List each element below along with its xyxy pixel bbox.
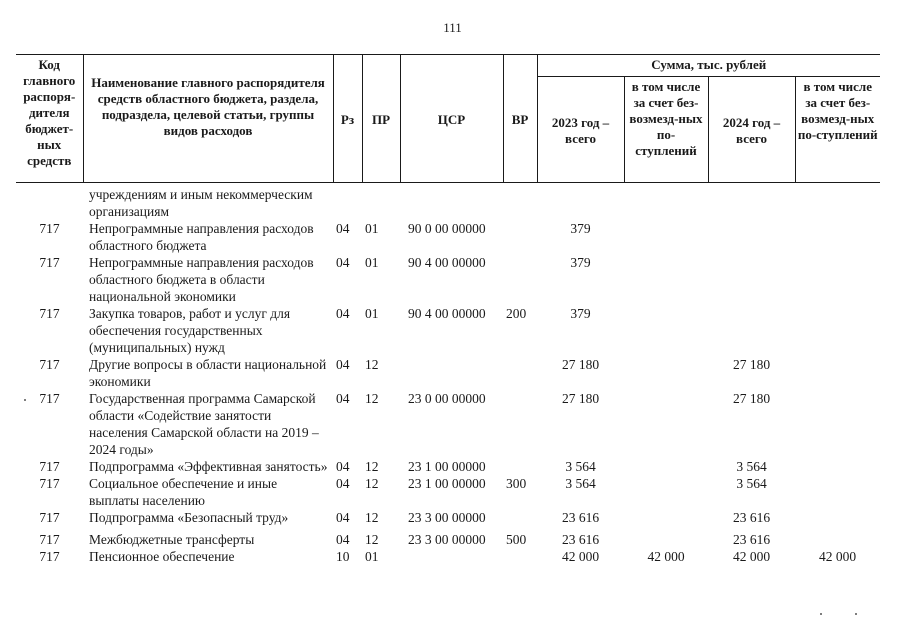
cell-code: 717 (39, 549, 60, 564)
cell-2023-free (624, 305, 708, 356)
cell-2024-free (795, 458, 880, 475)
cell-rz: 04 (336, 476, 350, 491)
cell-name: Подпрограмма «Безопасный труд» (89, 510, 289, 525)
cell-2024-free (795, 475, 880, 509)
cell-vr (503, 186, 537, 220)
cell-name: Межбюджетные трансферты (89, 532, 255, 547)
cell-code: 717 (39, 459, 60, 474)
cell-vr: 300 (506, 476, 527, 491)
cell-2024-total (708, 305, 795, 356)
cell-2023-total: 3 564 (565, 476, 596, 491)
cell-code: 717 (39, 255, 60, 270)
cell-2024-total (708, 220, 795, 254)
cell-2023-total: 23 616 (561, 532, 600, 547)
cell-rz: 10 (336, 549, 350, 564)
cell-2024-total: 42 000 (732, 549, 771, 564)
cell-vr: 200 (506, 306, 527, 321)
page-number: 111 (443, 20, 462, 35)
scan-speck (855, 613, 857, 615)
cell-name: Закупка товаров, работ и услуг для обеспечения государственных (муниципальных) нужд (89, 306, 291, 355)
cell-2024-free (795, 305, 880, 356)
header-vr: ВР (503, 55, 537, 183)
cell-pr: 12 (365, 357, 379, 372)
table-header (16, 54, 880, 183)
cell-2024-total: 3 564 (736, 459, 767, 474)
cell-pr: 12 (365, 391, 379, 406)
cell-pr: 12 (365, 510, 379, 525)
cell-2023-free (624, 220, 708, 254)
cell-2024-free (795, 509, 880, 526)
table-row (16, 475, 880, 509)
cell-2024-free (795, 254, 880, 305)
cell-2024-free (795, 390, 880, 458)
cell-2024-total: 3 564 (736, 476, 767, 491)
cell-2023-total: 27 180 (561, 391, 600, 406)
header-csr: ЦСР (400, 55, 503, 183)
cell-pr: 01 (365, 221, 379, 236)
cell-code (16, 186, 83, 220)
cell-2023-free (624, 390, 708, 458)
table-body (16, 186, 880, 565)
cell-code: 717 (39, 357, 60, 372)
cell-name: Государственная программа Самарской области «Содействие занятости населения Самарской области на 2019 – 2024 годы» (89, 391, 319, 457)
cell-vr (503, 509, 537, 526)
cell-pr: 01 (365, 549, 379, 564)
cell-2024-total: 23 616 (732, 510, 771, 525)
cell-2024-total: 27 180 (732, 391, 771, 406)
cell-pr (362, 186, 400, 220)
header-rz: Рз (333, 55, 362, 183)
cell-rz (333, 186, 362, 220)
header-code: Код главного распоря-дителя бюджет-ных средств (16, 55, 83, 183)
cell-2024-total: 27 180 (732, 357, 771, 372)
cell-rz: 04 (336, 510, 350, 525)
cell-vr (503, 220, 537, 254)
cell-csr: 23 3 00 00000 (408, 510, 486, 525)
cell-csr: 90 4 00 00000 (408, 255, 486, 270)
table-row (16, 548, 880, 565)
header-2023-total: 2023 год – всего (537, 77, 624, 183)
cell-rz: 04 (336, 459, 350, 474)
cell-2023-total (537, 186, 624, 220)
table-row (16, 186, 880, 220)
cell-rz: 04 (336, 357, 350, 372)
cell-2023-free (624, 526, 708, 548)
cell-csr (400, 186, 503, 220)
cell-pr: 12 (365, 459, 379, 474)
header-name: Наименование главного распорядителя средств областного бюджета, раздела, подраздела, целевой статьи, группы видов расходов (83, 55, 333, 183)
cell-vr (503, 254, 537, 305)
cell-2023-free (624, 186, 708, 220)
cell-2023-total: 379 (570, 306, 591, 321)
cell-code: 717 (39, 306, 60, 321)
cell-name: Непрограммные направления расходов областного бюджета (89, 221, 314, 253)
cell-2023-total: 3 564 (565, 459, 596, 474)
cell-2024-free (795, 186, 880, 220)
header-pr: ПР (362, 55, 400, 183)
cell-csr (400, 548, 503, 565)
table-row (16, 458, 880, 475)
cell-name: Пенсионное обеспечение (89, 549, 235, 564)
cell-name: Непрограммные направления расходов областного бюджета в области национальной экономики (89, 255, 314, 304)
cell-2023-free (624, 509, 708, 526)
cell-2023-total: 379 (570, 221, 591, 236)
cell-name: Подпрограмма «Эффективная занятость» (89, 459, 328, 474)
cell-code: 717 (39, 476, 60, 491)
cell-code: 717 (39, 532, 60, 547)
cell-2023-free: 42 000 (647, 549, 685, 564)
scan-speck (820, 613, 822, 615)
cell-rz: 04 (336, 532, 350, 547)
cell-csr: 90 4 00 00000 (408, 306, 486, 321)
cell-pr: 12 (365, 476, 379, 491)
cell-vr: 500 (506, 532, 527, 547)
cell-csr: 90 0 00 00000 (408, 221, 486, 236)
cell-2024-total (708, 186, 795, 220)
cell-2024-free: 42 000 (818, 549, 857, 564)
cell-csr: 23 3 00 00000 (408, 532, 486, 547)
cell-rz: 04 (336, 306, 350, 321)
cell-2024-free (795, 526, 880, 548)
cell-csr: 23 0 00 00000 (408, 391, 486, 406)
header-2024-total: 2024 год – всего (708, 77, 795, 183)
cell-2023-free (624, 458, 708, 475)
cell-2023-total: 379 (570, 255, 591, 270)
cell-code: 717 (39, 510, 60, 525)
cell-2023-free (624, 475, 708, 509)
table-row (16, 356, 880, 390)
cell-csr: 23 1 00 00000 (408, 459, 486, 474)
cell-pr: 12 (365, 532, 379, 547)
scan-speck (24, 399, 26, 401)
header-sum: Сумма, тыс. рублей (537, 55, 880, 77)
cell-2024-free (795, 356, 880, 390)
cell-rz: 04 (336, 255, 350, 270)
cell-vr (503, 458, 537, 475)
table-row (16, 390, 880, 458)
cell-vr (503, 356, 537, 390)
cell-csr: 23 1 00 00000 (408, 476, 486, 491)
table-row (16, 220, 880, 254)
cell-name: Социальное обеспечение и иные выплаты населению (89, 476, 278, 508)
cell-pr: 01 (365, 255, 379, 270)
cell-2024-total (708, 254, 795, 305)
cell-2023-free (624, 254, 708, 305)
cell-2023-total: 23 616 (561, 510, 600, 525)
cell-2024-total: 23 616 (732, 532, 771, 547)
cell-rz: 04 (336, 221, 350, 236)
cell-name: Другие вопросы в области национальной экономики (89, 357, 327, 389)
cell-vr (503, 390, 537, 458)
cell-rz: 04 (336, 391, 350, 406)
header-2024-free: в том числе за счет без-возмезд-ных по-ступлений (795, 77, 880, 183)
cell-2023-total: 27 180 (561, 357, 600, 372)
cell-csr (400, 356, 503, 390)
cell-2024-free (795, 220, 880, 254)
cell-vr (503, 548, 537, 565)
cell-code: 717 (39, 221, 60, 236)
cell-name: учреждениям и иным некоммерческим организациям (89, 187, 313, 219)
cell-code: 717 (39, 391, 60, 406)
table-row (16, 509, 880, 526)
table-row (16, 305, 880, 356)
header-2023-free: в том числе за счет без-возмезд-ных по-ступлений (624, 77, 708, 183)
cell-2023-free (624, 356, 708, 390)
table-row (16, 526, 880, 548)
table-row (16, 254, 880, 305)
cell-2023-total: 42 000 (561, 549, 600, 564)
cell-pr: 01 (365, 306, 379, 321)
